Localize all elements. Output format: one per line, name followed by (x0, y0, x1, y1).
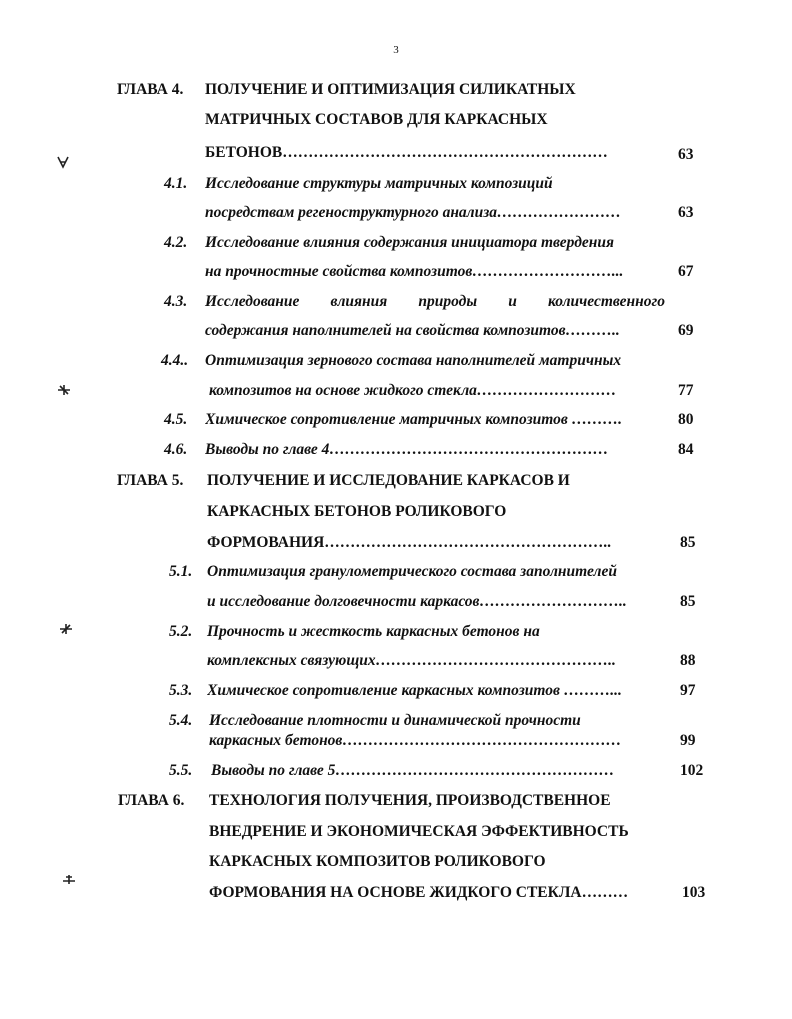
section-4-1-number: 4.1. (164, 175, 188, 192)
section-4-3-word-5: количественного (547, 293, 665, 310)
section-5-4-line-2: каркасных бетонов……………………………………………… (209, 732, 622, 749)
chapter-6-title-line-1: ТЕХНОЛОГИЯ ПОЛУЧЕНИЯ, ПРОИЗВОДСТВЕННОЕ (209, 792, 611, 809)
section-4-3-page: 69 (678, 322, 694, 339)
section-4-5-page: 80 (678, 411, 694, 428)
section-4-6-number: 4.6. (164, 441, 188, 458)
section-4-1-page: 63 (678, 204, 694, 221)
chapter-4-page: 63 (678, 146, 694, 163)
section-5-5-number: 5.5. (169, 762, 193, 779)
section-4-3-word-2: влияния (330, 293, 388, 310)
chapter-6-page: 103 (682, 884, 706, 901)
scan-mark-3 (59, 622, 73, 636)
chapter-4-label: ГЛАВА 4. (117, 81, 184, 98)
chapter-5-title-line-2: КАРКАСНЫХ БЕТОНОВ РОЛИКОВОГО (207, 503, 507, 520)
scan-mark-2 (57, 383, 71, 397)
section-5-2-number: 5.2. (169, 623, 193, 640)
chapter-5-label: ГЛАВА 5. (117, 472, 184, 489)
section-5-3-line-1: Химическое сопротивление каркасных композитов ………... (207, 682, 622, 699)
section-4-1-line-1: Исследование структуры матричных композиций (205, 175, 553, 192)
scan-mark-4 (62, 872, 76, 886)
section-4-4-line-2: композитов на основе жидкого стекла……………………… (209, 382, 617, 399)
section-4-6-line-1: Выводы по главе 4……………………………………………… (205, 441, 609, 458)
chapter-4-title-line-2: МАТРИЧНЫХ СОСТАВОВ ДЛЯ КАРКАСНЫХ (205, 111, 548, 128)
section-5-5-line-1: Выводы по главе 5……………………………………………… (211, 762, 615, 779)
section-5-2-line-2: комплексных связующих……………………………………….. (207, 652, 616, 669)
section-4-3-line-2: содержания наполнителей на свойства композитов……….. (205, 322, 620, 339)
chapter-6-title-line-4: ФОРМОВАНИЯ НА ОСНОВЕ ЖИДКОГО СТЕКЛА……… (209, 884, 629, 901)
section-4-4-number: 4.4.. (161, 352, 189, 369)
chapter-5-title-line-3: ФОРМОВАНИЯ……………………………………………….. (207, 534, 612, 551)
section-5-5-page: 102 (680, 762, 704, 779)
section-4-4-line-1: Оптимизация зернового состава наполнителей матричных (205, 352, 622, 369)
chapter-6-label: ГЛАВА 6. (118, 792, 185, 809)
section-4-6-page: 84 (678, 441, 694, 458)
section-5-3-number: 5.3. (169, 682, 193, 699)
section-5-3-page: 97 (680, 682, 696, 699)
section-5-1-page: 85 (680, 593, 696, 610)
section-5-2-line-1: Прочность и жесткость каркасных бетонов на (207, 623, 540, 640)
section-4-2-number: 4.2. (164, 234, 188, 251)
section-5-1-line-2: и исследование долговечности каркасов……………………….. (207, 593, 627, 610)
section-4-2-line-2: на прочностные свойства композитов………………………... (205, 263, 624, 280)
section-4-2-line-1: Исследование влияния содержания инициатора твердения (205, 234, 614, 251)
section-4-3-word-1: Исследование (205, 293, 300, 310)
section-4-5-line-1: Химическое сопротивление матричных композитов ………. (205, 411, 623, 428)
chapter-6-title-line-3: КАРКАСНЫХ КОМПОЗИТОВ РОЛИКОВОГО (209, 853, 546, 870)
section-4-3-number: 4.3. (164, 293, 188, 310)
section-4-2-page: 67 (678, 263, 694, 280)
section-5-1-line-1: Оптимизация гранулометрического состава заполнителей (207, 563, 617, 580)
chapter-4-title-line-3: БЕТОНОВ……………………………………………………… (205, 144, 608, 161)
chapter-5-page: 85 (680, 534, 696, 551)
chapter-5-title-line-1: ПОЛУЧЕНИЕ И ИССЛЕДОВАНИЕ КАРКАСОВ И (207, 472, 570, 489)
page-number: 3 (393, 44, 399, 56)
section-5-4-line-1: Исследование плотности и динамической прочности (209, 712, 581, 729)
section-5-1-number: 5.1. (169, 563, 193, 580)
chapter-4-title-line-1: ПОЛУЧЕНИЕ И ОПТИМИЗАЦИЯ СИЛИКАТНЫХ (205, 81, 576, 98)
chapter-6-title-line-2: ВНЕДРЕНИЕ И ЭКОНОМИЧЕСКАЯ ЭФФЕКТИВНОСТЬ (209, 823, 629, 840)
section-4-4-page: 77 (678, 382, 694, 399)
section-5-4-page: 99 (680, 732, 696, 749)
section-5-4-number: 5.4. (169, 712, 193, 729)
section-4-3-word-4: и (508, 293, 517, 310)
section-4-5-number: 4.5. (164, 411, 188, 428)
section-4-3-word-3: природы (418, 293, 478, 310)
section-4-3-line-1 (205, 292, 665, 312)
scan-mark-1 (56, 155, 70, 169)
section-4-1-line-2: посредствам регеноструктурного анализа…………………… (205, 204, 622, 221)
section-5-2-page: 88 (680, 652, 696, 669)
